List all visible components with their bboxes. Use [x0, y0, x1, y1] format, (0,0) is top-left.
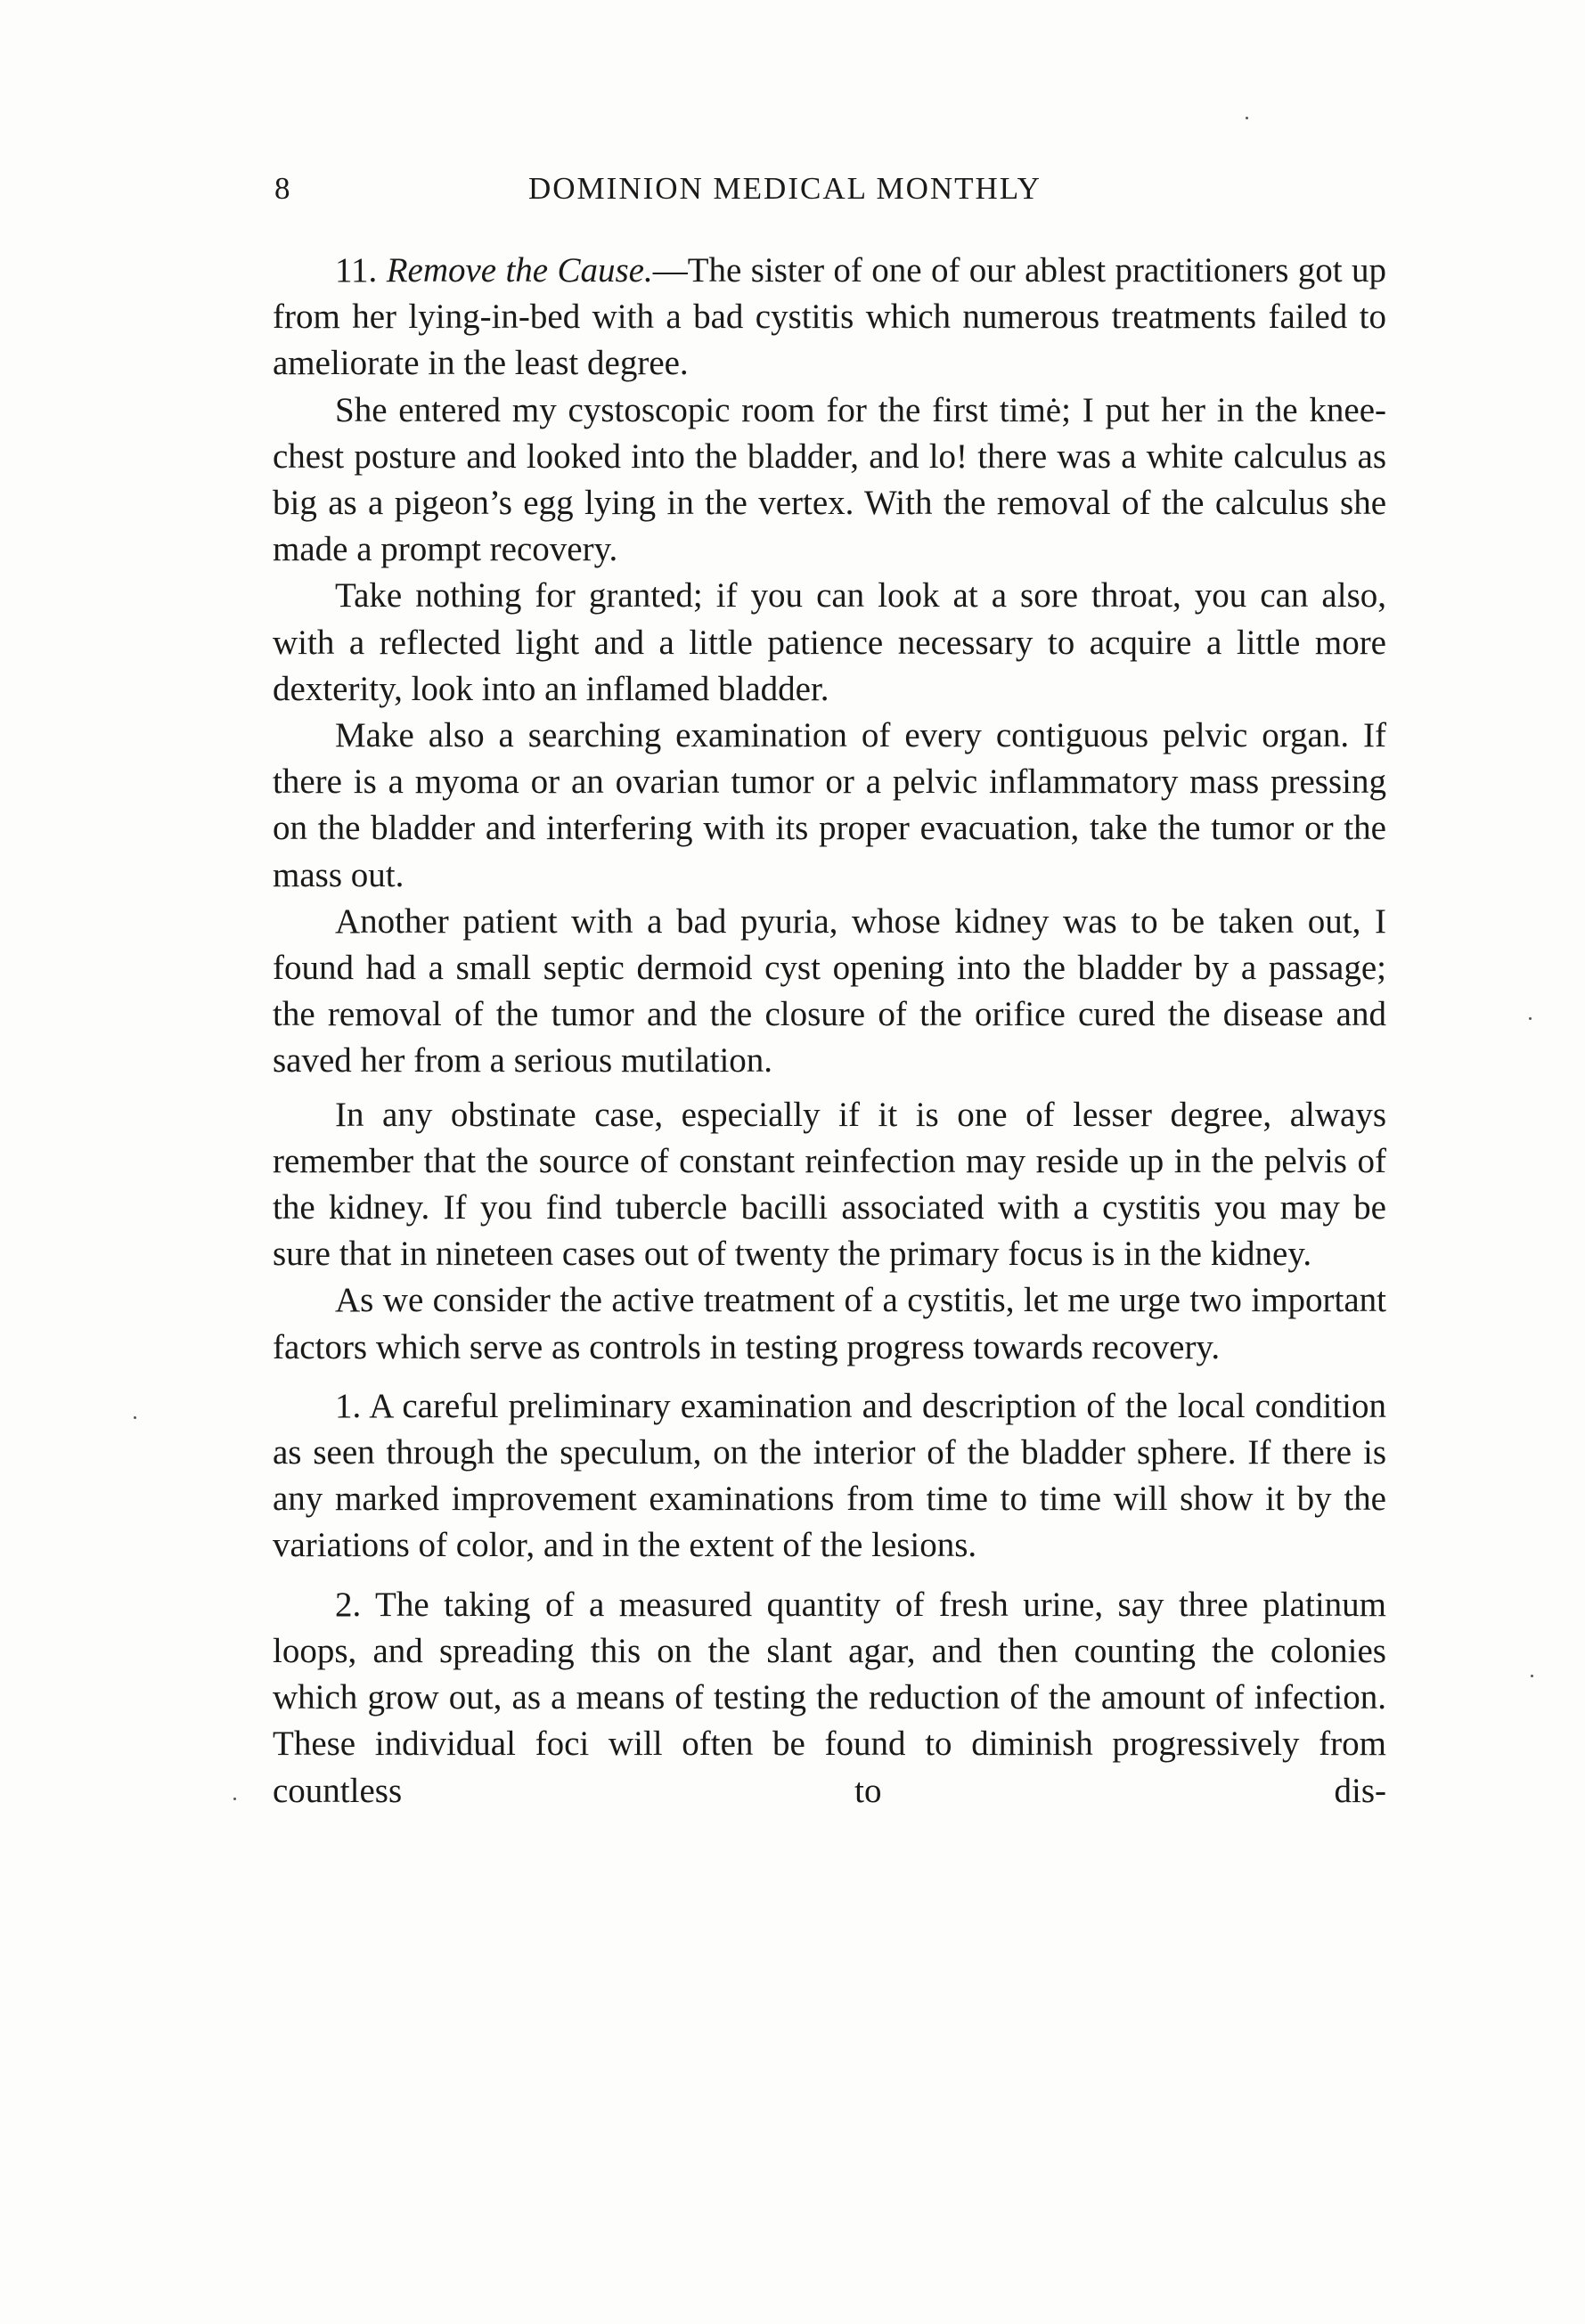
numbered-item — [273, 1582, 1386, 1814]
section-intro-text: —The sister of one of our ablest practitioners got up from her lying-in-bed with a bad cystitis which numerous treatments failed to ameliorate in the least degree. — [273, 251, 1386, 383]
print-speck — [233, 1798, 236, 1800]
item-text: The taking of a measured quantity of fresh urine, say three platinum loops, and spreading this on the slant agar, and then counting the colonies which grow out, as a means of testing the reduction of the amount of infection. These individual foci will often be found to diminish progressively from countless to dis- — [273, 1585, 1386, 1810]
print-speck — [1246, 117, 1248, 119]
print-speck — [1531, 1675, 1533, 1677]
paragraph: Take nothing for granted; if you can look at a sore throat, you can also, with a reflected light and a little patience necessary to acquire a little more dexterity, look into an inflamed bladder. — [273, 576, 1386, 708]
item-number: 2. — [335, 1585, 362, 1624]
running-header — [0, 171, 1585, 214]
paragraph: As we consider the active treatment of a cystitis, let me urge two important factors which serve as controls in testing progress towards recovery. — [273, 1281, 1386, 1366]
print-speck — [1529, 1017, 1532, 1020]
section-number: 11. — [335, 251, 378, 289]
item-text: A careful preliminary examination and description of the local condition as seen through the speculum, on the interior of the bladder sphere. If there is any marked improvement examinations from time to time will show it by the variations of color, and in the extent of the lesions. — [273, 1386, 1386, 1565]
article-body — [273, 248, 1386, 1814]
print-speck — [134, 1416, 136, 1419]
paragraph: In any obstinate case, especially if it is one of lesser degree, always remember that the source of constant reinfection may reside up in the pelvis of the kidney. If you find tubercle bacilli associated with a cystitis you may be sure that in nineteen cases out of twenty the primary focus is in the kidney. — [273, 1095, 1386, 1274]
paragraph: Make also a searching examination of every contiguous pelvic organ. If there is a myoma or an ovarian tumor or a pelvic inflammatory mass pressing on the bladder and interfering with its proper evacuation, take the tumor or the mass out. — [273, 716, 1386, 894]
journal-title: DOMINION MEDICAL MONTHLY — [528, 171, 1042, 206]
section-title: Remove the Cause. — [386, 251, 653, 289]
page-number: 8 — [274, 171, 292, 206]
paragraph: She entered my cystoscopic room for the first timė; I put her in the knee-chest posture and looked into the bladder, and lo! there was a white calculus as big as a pigeon’s egg lying in the vertex. With the removal of the calculus she made a prompt recovery. — [273, 390, 1386, 569]
paragraph: Another patient with a bad pyuria, whose kidney was to be taken out, I found had a small septic dermoid cyst opening into the bladder by a passage; the removal of the tumor and the closure of the orifice cured the disease and saved her from a serious mutilation. — [273, 901, 1386, 1080]
item-number: 1. — [335, 1386, 362, 1425]
numbered-item — [273, 1383, 1386, 1570]
section-paragraph — [273, 248, 1386, 387]
